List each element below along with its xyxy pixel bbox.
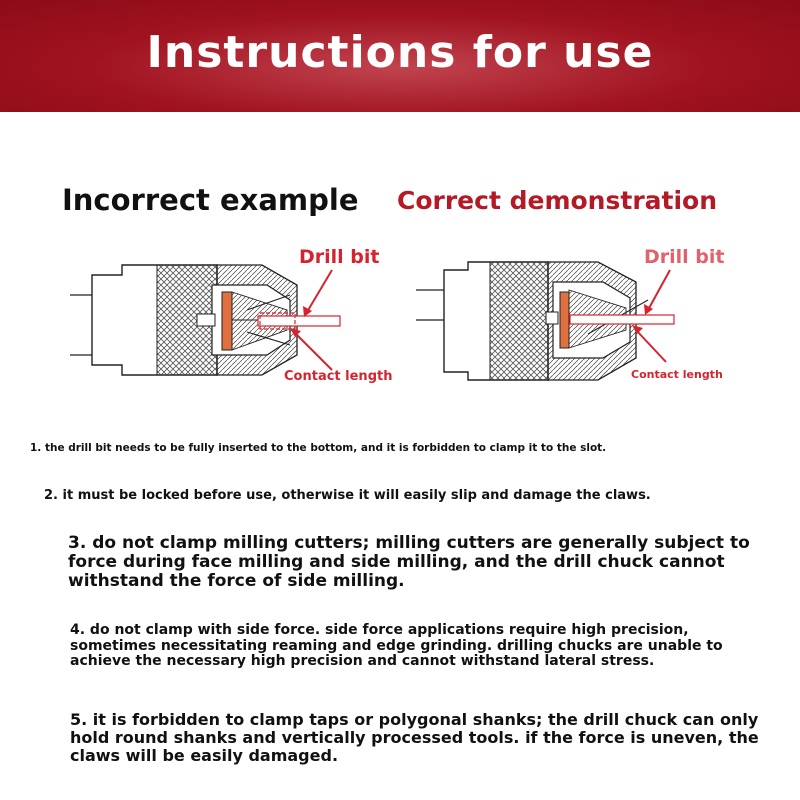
incorrect-chuck-diagram xyxy=(62,240,402,400)
contact-length-label: Contact length xyxy=(284,369,393,384)
header-banner xyxy=(0,0,800,112)
instruction-4: 4. do not clamp with side force. side force applications require high precision, sometimes necessitating reaming and edge grinding. drilling chucks are unable to achieve the necessary high precision and cannot withstand lateral stress. xyxy=(70,622,723,670)
instruction-3: 3. do not clamp milling cutters; milling cutters are generally subject to force during face milling and side milling, and the drill chuck cannot withstand the force of side milling. xyxy=(68,533,750,592)
drill-bit-label: Drill bit xyxy=(644,246,725,268)
instruction-5: 5. it is forbidden to clamp taps or polygonal shanks; the drill chuck can only hold round shanks and vertically processed tools. if the force is uneven, the claws will be easily damaged. xyxy=(70,710,759,765)
contact-length-label: Contact length xyxy=(631,368,723,381)
incorrect-example-heading: Incorrect example xyxy=(62,183,359,217)
page-title: Instructions for use xyxy=(146,26,654,78)
instruction-1: 1. the drill bit needs to be fully inserted to the bottom, and it is forbidden to clamp it to the slot. xyxy=(30,442,607,454)
correct-chuck-diagram xyxy=(408,240,748,400)
instruction-2: 2. it must be locked before use, otherwise it will easily slip and damage the claws. xyxy=(44,488,651,503)
drill-bit-shape xyxy=(570,315,674,324)
drill-bit-label: Drill bit xyxy=(299,246,380,268)
correct-demonstration-heading: Correct demonstration xyxy=(397,186,718,215)
